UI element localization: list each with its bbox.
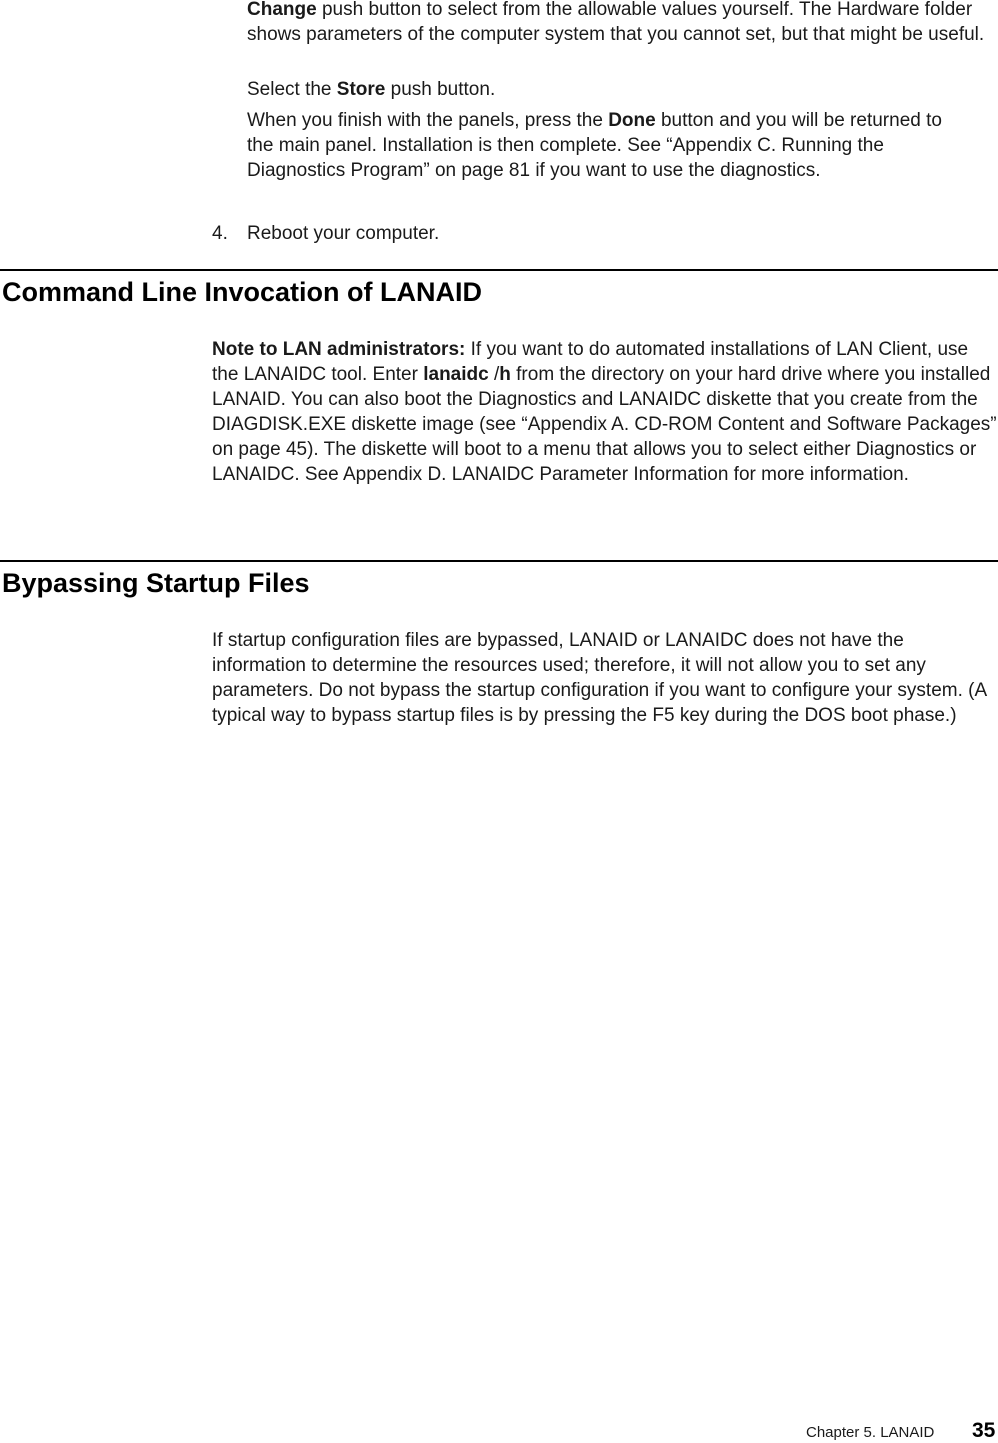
done-paragraph-pre: When you finish with the panels, press the bbox=[247, 110, 609, 131]
change-paragraph-text: push button to select from the allowable values yourself. The Hardware folder shows parameters of the computer system that you cannot set, but that might be useful. bbox=[247, 0, 985, 45]
store-paragraph-pre: Select the bbox=[247, 79, 337, 100]
step-4-number: 4. bbox=[212, 223, 228, 244]
done-paragraph bbox=[247, 108, 967, 183]
change-term: Change bbox=[247, 0, 317, 20]
note-label: Note to LAN administrators: bbox=[212, 339, 466, 360]
section-divider-bypassing bbox=[0, 560, 998, 562]
change-paragraph bbox=[247, 0, 998, 47]
done-paragraph-post: button and you will be returned to the main panel. Installation is then complete. See “Appendix C. Running the Diagnostics Program” on page 81 if you want to use the diagnostics. bbox=[247, 110, 942, 181]
command-lanaidc: lanaidc bbox=[423, 364, 489, 385]
note-text-1: If you want to do automated installations of LAN Client, use the LANAIDC tool. Enter bbox=[212, 339, 969, 385]
command-separator: / bbox=[488, 364, 500, 385]
lan-admin-note bbox=[212, 337, 998, 487]
note-text-2: from the directory on your hard drive where you installed LANAID. You can also boot the Diagnostics and LANAIDC diskette that you create from the DIAGDISK.EXE diskette image (see “Appendix A. CD-ROM Content and Software Packages” on page 45). The diskette will boot to a menu that allows you to select either Diagnostics or LANAIDC. See Appendix D. LANAIDC Parameter Information for more information. bbox=[212, 364, 997, 485]
done-term: Done bbox=[608, 110, 656, 131]
section-title-command-line: Command Line Invocation of LANAID bbox=[2, 277, 483, 307]
store-term: Store bbox=[336, 79, 386, 100]
section-divider-command-line bbox=[0, 269, 998, 271]
store-paragraph bbox=[247, 77, 998, 102]
store-paragraph-post: push button. bbox=[385, 79, 496, 100]
step-4-text: Reboot your computer. bbox=[247, 223, 440, 244]
page-number: 35 bbox=[972, 1419, 996, 1442]
section-title-bypassing: Bypassing Startup Files bbox=[2, 568, 310, 598]
command-flag: h bbox=[499, 364, 511, 385]
footer-chapter: Chapter 5. LANAID bbox=[806, 1424, 935, 1441]
bypassing-paragraph: If startup configuration files are bypassed, LANAID or LANAIDC does not have the information to determine the resources used; therefore, it will not allow you to set any parameters. Do not bypass the startup configuration if you want to configure your system. (A typical way to bypass startup files is by pressing the F5 key during the DOS boot phase.) bbox=[212, 630, 987, 726]
